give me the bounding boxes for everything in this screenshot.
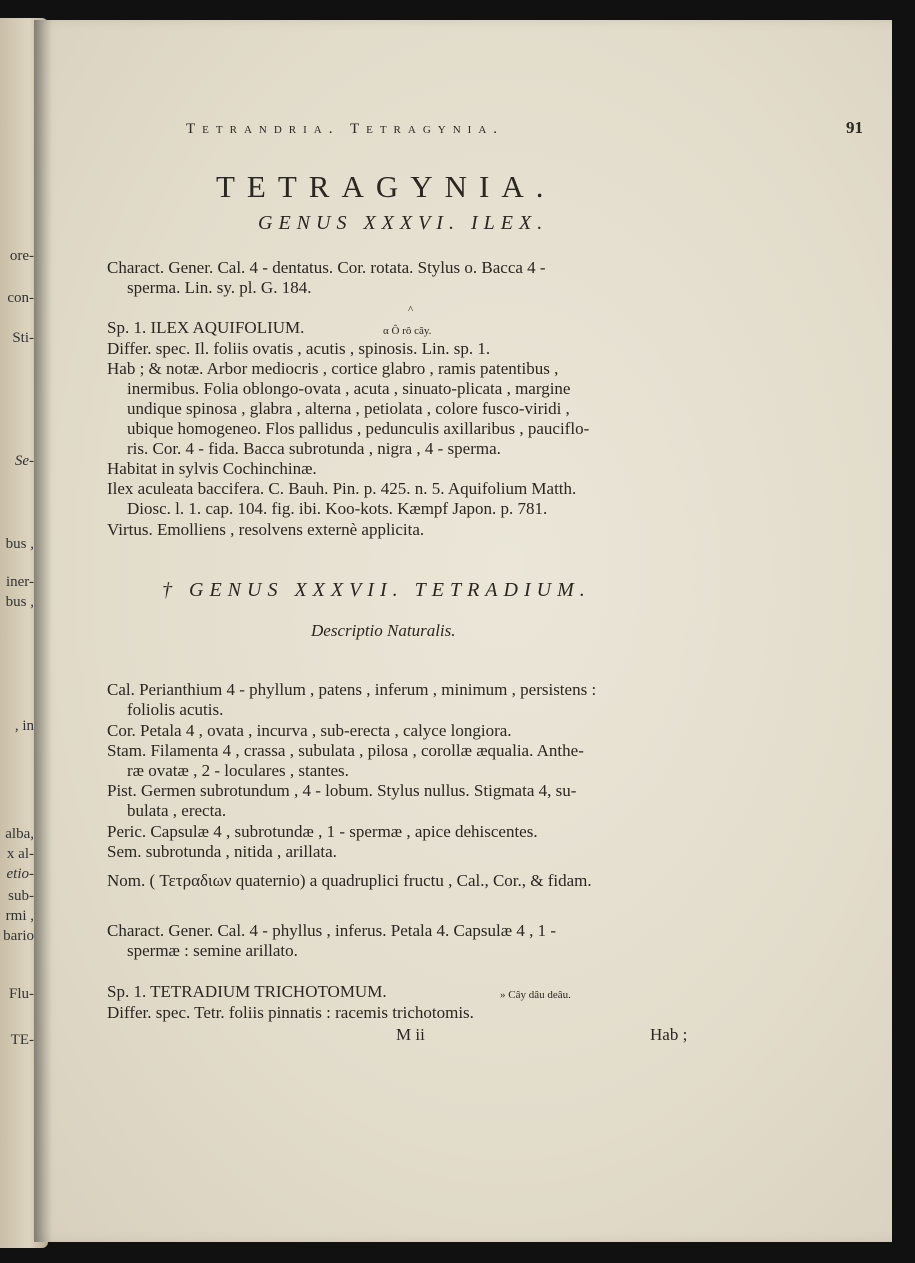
ilex-charact-line: sperma. Lin. sy. pl. G. 184. [127, 278, 312, 297]
genus-heading-tetradium: † GENUS XXXVII. TETRADIUM. [162, 579, 591, 601]
section-title: TETRAGYNIA. [216, 169, 556, 204]
left-fragment: alba, [5, 826, 34, 842]
ilex-charact-line: Charact. Gener. Cal. 4 - dentatus. Cor. rotata. Stylus o. Bacca 4 - [107, 258, 546, 277]
ilex-text-line: Habitat in sylvis Cochinchinæ. [107, 459, 317, 478]
ilex-text-line: Virtus. Emolliens , resolvens externè applicita. [107, 520, 425, 539]
accent-mark: ^ [408, 304, 414, 316]
genus-heading-ilex: GENUS XXXVI. ILEX. [258, 212, 549, 234]
left-fragment: con- [7, 290, 34, 306]
left-fragment: x al- [6, 846, 34, 862]
left-fragment: Se- [14, 453, 34, 469]
left-fragment: rmi , [5, 908, 34, 924]
left-fragment: , in [14, 718, 34, 734]
tetradium-vernacular-name: » Cây dâu deâu. [500, 989, 571, 1001]
descriptio-heading: Descriptio Naturalis. [311, 621, 456, 640]
left-fragment: sub- [8, 888, 34, 904]
ilex-text-line: Ilex aculeata baccifera. C. Bauh. Pin. p. 425. n. 5. Aquifolium Matth. [107, 479, 577, 498]
tetradium-text-line: Pist. Germen subrotundum , 4 - lobum. Stylus nullus. Stigmata 4, su- [107, 781, 577, 800]
ilex-text-line: undique spinosa , glabra , alterna , petiolata , colore fusco-viridi , [127, 399, 570, 418]
signature-mark: M ii [396, 1025, 425, 1044]
tetradium-charact-line: spermæ : semine arillato. [127, 941, 298, 960]
tetradium-text-line: ræ ovatæ , 2 - loculares , stantes. [127, 761, 349, 780]
ilex-text-line: ris. Cor. 4 - fida. Bacca subrotunda , nigra , 4 - sperma. [127, 439, 501, 458]
tetradium-text-line: Cal. Perianthium 4 - phyllum , patens , inferum , minimum , persistens : [107, 680, 597, 699]
ilex-text-line: ubique homogeneo. Flos pallidus , pedunculis axillaribus , pauciflo- [127, 419, 590, 438]
ilex-text-line: Diosc. l. 1. cap. 104. fig. ibi. Koo-kots. Kæmpf Japon. p. 781. [127, 499, 548, 518]
ilex-text-line: Hab ; & notæ. Arbor mediocris , cortice glabro , ramis patentibus , [107, 359, 559, 378]
ilex-text-line: inermibus. Folia oblongo-ovata , acuta , sinuato-plicata , margine [127, 379, 571, 398]
left-fragment: bario [3, 928, 34, 944]
left-fragment: ore- [9, 248, 34, 264]
left-fragment: etio- [6, 866, 34, 882]
left-fragment: iner- [5, 574, 34, 590]
left-fragment: bus , [5, 536, 34, 552]
ilex-species-line: Sp. 1. ILEX AQUIFOLIUM. [107, 318, 305, 337]
tetradium-text-line: foliolis acutis. [127, 700, 224, 719]
tetradium-charact-line: Charact. Gener. Cal. 4 - phyllus , inferus. Petala 4. Capsulæ 4 , 1 - [107, 921, 556, 940]
tetradium-text-line: bulata , erecta. [127, 801, 227, 820]
page-number: 91 [846, 118, 863, 137]
tetradium-differ-line: Differ. spec. Tetr. foliis pinnatis : racemis trichotomis. [107, 1003, 474, 1022]
left-fragment: Sti- [12, 330, 34, 346]
tetradium-text-line: Nom. ( Τετραδιων quaternio) a quadruplici fructu , Cal., Cor., & fidam. [107, 871, 592, 890]
tetradium-text-line: Cor. Petala 4 , ovata , incurva , sub-erecta , calyce longiora. [107, 721, 512, 740]
catchword: Hab ; [650, 1025, 688, 1044]
page-gutter-shadow [34, 20, 52, 1242]
running-title: Tetrandria. Tetragynia. [186, 121, 505, 137]
left-fragment: bus , [5, 594, 34, 610]
ilex-text-line: Differ. spec. Il. foliis ovatis , acutis , spinosis. Lin. sp. 1. [107, 339, 491, 358]
tetradium-text-line: Stam. Filamenta 4 , crassa , subulata , pilosa , corollæ æqualia. Anthe- [107, 741, 584, 760]
tetradium-text-line: Peric. Capsulæ 4 , subrotundæ , 1 - spermæ , apice dehiscentes. [107, 822, 538, 841]
ilex-vernacular-name: α Ô rô cây. [383, 325, 432, 337]
left-fragment: Flu- [8, 986, 34, 1002]
tetradium-species-line: Sp. 1. TETRADIUM TRICHOTOMUM. [107, 982, 387, 1001]
left-fragment: TE- [10, 1032, 34, 1048]
tetradium-text-line: Sem. subrotunda , nitida , arillata. [107, 842, 337, 861]
